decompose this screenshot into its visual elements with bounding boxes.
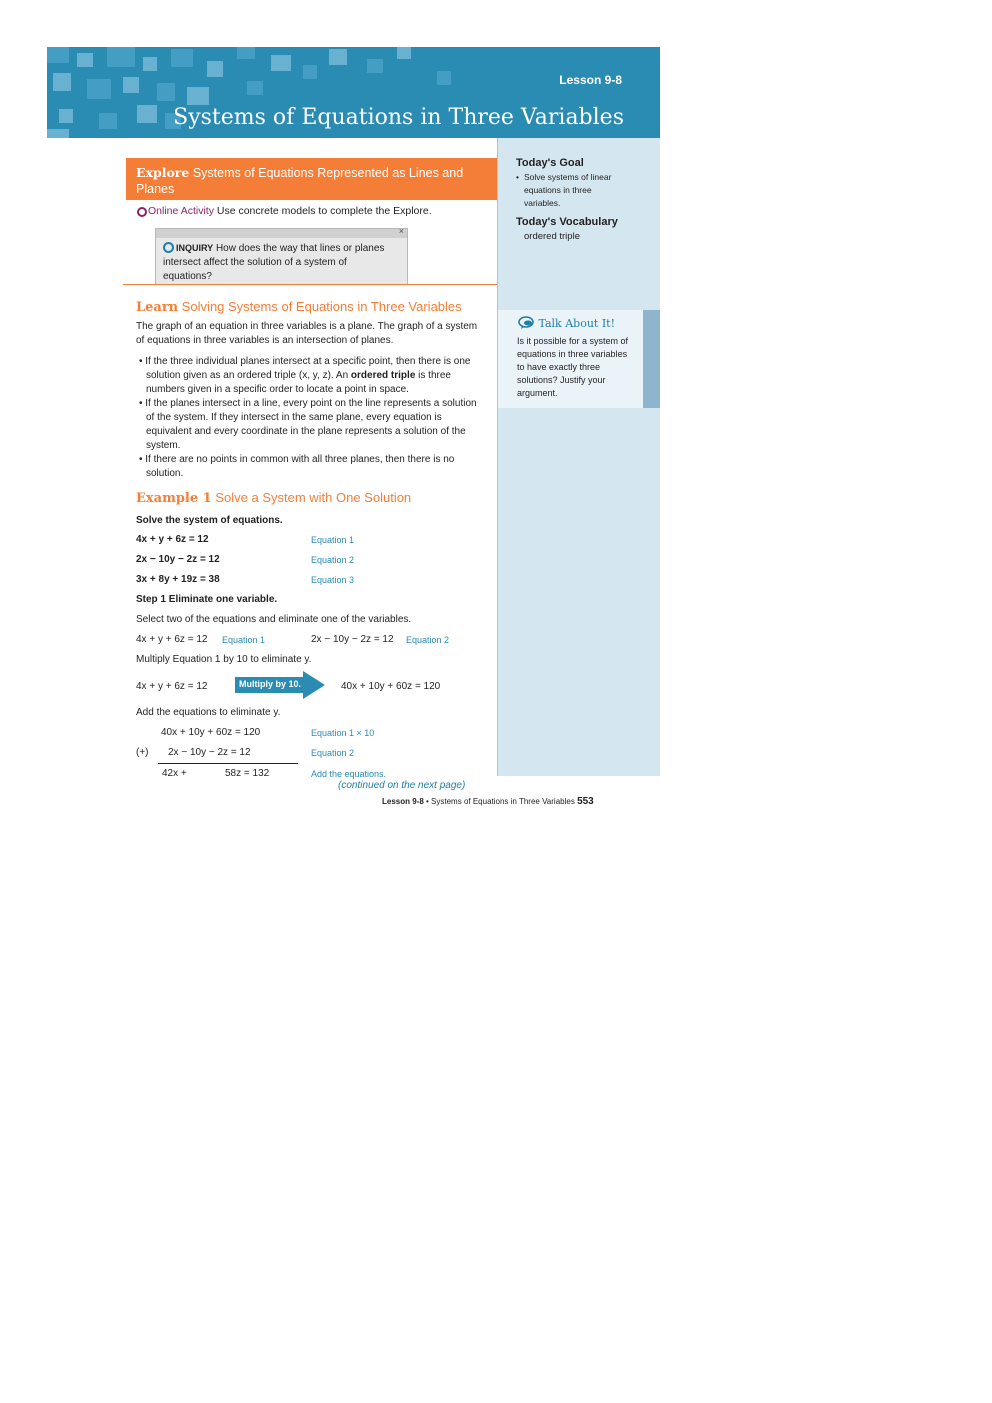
sum-line-1: 40x + 10y + 60z = 120 [161, 727, 261, 738]
pair-eq-1-label: Equation 1 [222, 635, 266, 645]
arrow-right-icon [303, 671, 325, 699]
inquiry-question: How does the way that lines or planes intersect affect the solution of a system of equations? [163, 243, 385, 282]
footer-title: Systems of Equations in Three Variables [431, 797, 575, 806]
step-1-heading: Step 1 Eliminate one variable. [136, 594, 278, 605]
inquiry-titlebar [156, 229, 407, 238]
system-eq-1: 4x + y + 6z = 12 [136, 534, 209, 545]
bullet-icon: • [516, 172, 519, 182]
learn-bullet-2: • If the planes intersect in a line, every point on the line represents a solution of the system. If they intersect in the same plane, every equation is equivalent and every coordinate in the plane represents a solution of the system. [139, 398, 477, 451]
explore-divider [123, 284, 497, 285]
learn-keyword: Learn [136, 300, 179, 315]
lesson-label: Lesson 9-8 [559, 73, 622, 87]
pair-eq-2: 2x − 10y − 2z = 12 [311, 634, 394, 645]
online-activity-text: Use concrete models to complete the Explore. [216, 205, 432, 217]
goal-item: Solve systems of linear equations in three variables. [524, 172, 612, 208]
page-title: Systems of Equations in Three Variables [173, 105, 624, 130]
talk-about-it-title [518, 316, 615, 330]
sum-result-x: 42x + [162, 768, 187, 779]
talk-title-text: Talk About It! [538, 317, 616, 330]
sum-line-2-label: Equation 2 [311, 748, 355, 758]
sum-underline [158, 763, 298, 764]
example-title: Solve a System with One Solution [215, 490, 412, 505]
system-eq-2-label: Equation 2 [311, 555, 355, 565]
example-prompt: Solve the system of equations. [136, 515, 283, 526]
online-activity-row[interactable] [137, 205, 432, 217]
learn-bullet-1: • If the three individual planes intersect at a specific point, then there is one solution given as an ordered triple (x, y, z). An ordered triple is three numbers given in a specific order to locate a point in space. [139, 356, 471, 395]
system-eq-3: 3x + 8y + 19z = 38 [136, 574, 220, 585]
multiply-left-eq: 4x + y + 6z = 12 [136, 681, 208, 692]
online-activity-link[interactable]: Online Activity [148, 205, 214, 217]
example-keyword: Example 1 [136, 491, 212, 506]
example-heading [136, 490, 411, 506]
sum-plus-sign: (+) [136, 747, 149, 758]
ordered-triple-term: ordered triple [350, 370, 416, 381]
page-footer [382, 796, 594, 807]
explore-header [126, 158, 497, 200]
footer-separator: • [423, 797, 432, 806]
inquiry-keyword: INQUIRY [176, 243, 214, 253]
multiply-arrow-label: Multiply by 10. [239, 679, 302, 689]
column-divider [497, 138, 498, 776]
learn-title: Solving Systems of Equations in Three Variables [181, 299, 462, 314]
talk-side-bar [643, 310, 660, 408]
learn-bullet-3: • If there are no points in common with all three planes, then there is no solution. [139, 454, 455, 479]
online-activity-icon [137, 207, 147, 217]
vocab-heading: Today's Vocabulary [516, 216, 618, 228]
inquiry-panel [155, 228, 408, 285]
vocab-item: ordered triple [524, 231, 580, 242]
pair-eq-2-label: Equation 2 [406, 635, 450, 645]
sum-line-1-label: Equation 1 × 10 [311, 728, 375, 738]
lesson-banner [47, 47, 660, 138]
chat-bubble-icon [518, 316, 535, 330]
system-eq-1-label: Equation 1 [311, 535, 355, 545]
talk-about-it-body: Is it possible for a system of equations in three variables to have exactly three solutions? Justify your argument. [517, 336, 629, 398]
add-instruction: Add the equations to eliminate y. [136, 707, 281, 718]
pair-eq-1: 4x + y + 6z = 12 [136, 634, 208, 645]
explore-keyword: Explore [136, 165, 190, 180]
inquiry-icon [163, 242, 174, 253]
goal-heading: Today's Goal [516, 157, 584, 169]
sum-result-z: 58z = 132 [225, 768, 270, 779]
continued-note: (continued on the next page) [338, 780, 466, 791]
learn-heading [136, 299, 462, 315]
learn-intro: The graph of an equation in three variables is a plane. The graph of a system of equations in three variables is an intersection of planes. [136, 321, 478, 346]
system-eq-3-label: Equation 3 [311, 575, 355, 585]
step-1-text: Select two of the equations and eliminate one of the variables. [136, 614, 412, 625]
explore-title: Systems of Equations Represented as Lines and Planes [136, 166, 464, 196]
multiply-right-eq: 40x + 10y + 60z = 120 [341, 681, 441, 692]
footer-lesson: Lesson 9-8 [382, 797, 424, 806]
multiply-instruction: Multiply Equation 1 by 10 to eliminate y. [136, 654, 312, 665]
sum-result-label: Add the equations. [311, 769, 387, 779]
page-number: 553 [577, 796, 594, 807]
system-eq-2: 2x − 10y − 2z = 12 [136, 554, 220, 565]
sum-line-2: 2x − 10y − 2z = 12 [168, 747, 251, 758]
close-icon[interactable]: × [398, 226, 404, 236]
